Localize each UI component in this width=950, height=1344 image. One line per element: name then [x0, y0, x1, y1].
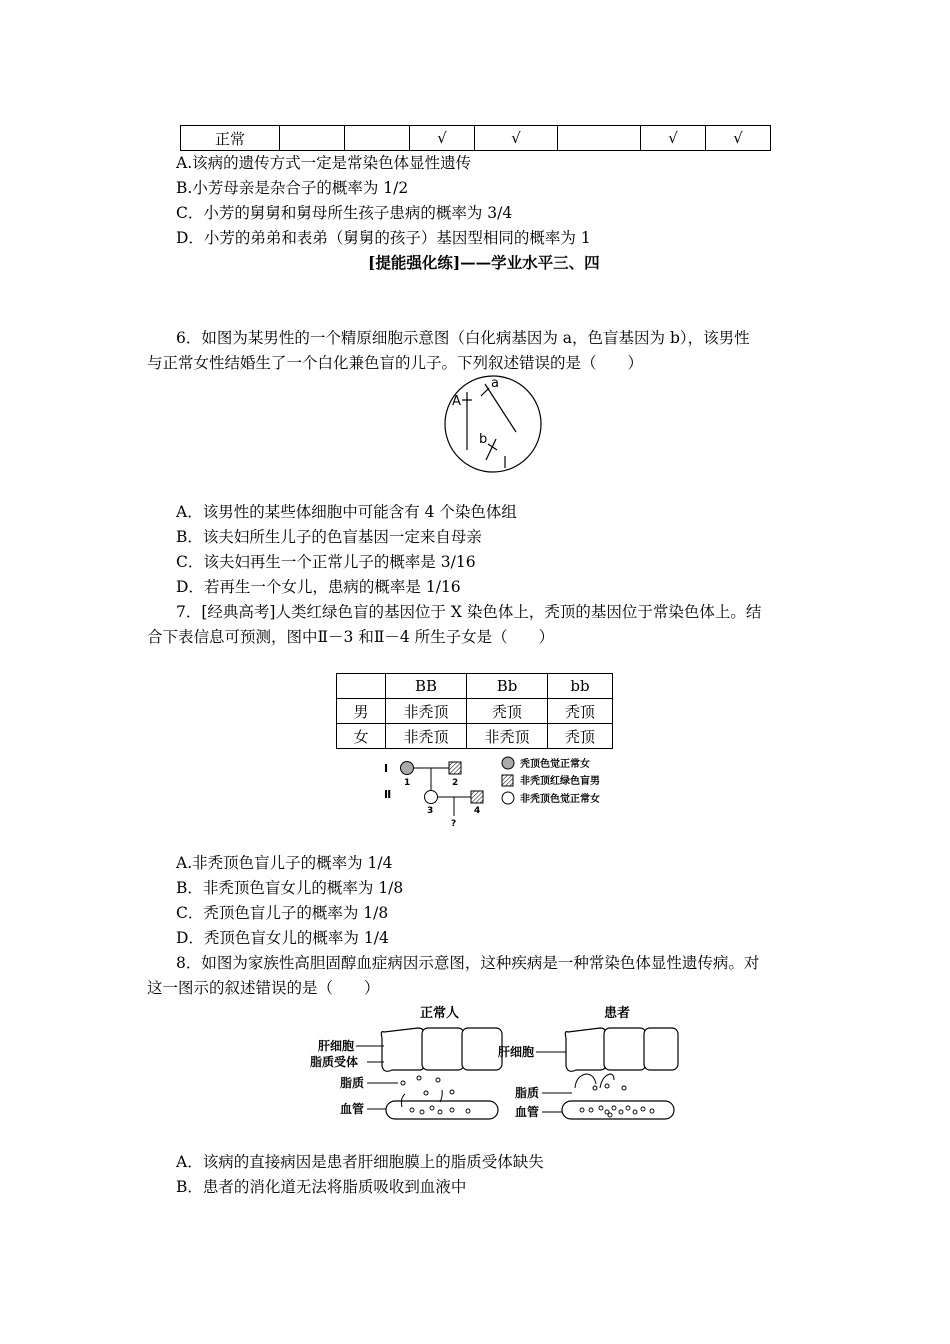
- q7-option-c: C．秃顶色盲儿子的概率为 1/8: [176, 904, 389, 922]
- table-cell: [280, 126, 345, 151]
- label-a: a: [491, 376, 499, 391]
- generation-label: Ⅱ: [384, 788, 392, 801]
- svg-text:脂质受体: 脂质受体: [310, 1055, 359, 1069]
- gene-marker: [488, 444, 497, 450]
- normal-liver-cells: [381, 1028, 502, 1071]
- individual-ii3: [425, 791, 438, 804]
- individual-i2: [449, 762, 461, 774]
- svg-text:4: 4: [474, 806, 481, 816]
- table-cell: [345, 126, 410, 151]
- chromosome: [486, 439, 496, 460]
- label-A: A: [452, 394, 461, 409]
- q7-stem-line1: 7．[经典高考]人类红绿色盲的基因位于 X 染色体上，秃顶的基因位于常染色体上。结: [176, 603, 762, 621]
- q5-option-b: B.小芳母亲是杂合子的概率为 1/2: [176, 179, 409, 197]
- q8-stem-line2: 这一图示的叙述错误的是（ ）: [147, 979, 380, 997]
- table-cell: 秃顶: [548, 699, 613, 724]
- q7-option-b: B．非秃顶色盲女儿的概率为 1/8: [176, 879, 404, 897]
- baldness-table: [336, 673, 613, 749]
- table-header: BB: [386, 674, 467, 699]
- row-label: 正常: [181, 126, 280, 151]
- generation-label: Ⅰ: [384, 762, 389, 775]
- table-row: [181, 126, 771, 151]
- label-b: b: [479, 432, 488, 447]
- svg-text:脂质: 脂质: [515, 1086, 540, 1100]
- table-row: [337, 699, 613, 724]
- table-cell: 女: [337, 724, 386, 749]
- top-table: [180, 125, 771, 151]
- patient-title: 患者: [604, 1006, 631, 1021]
- table-cell: [558, 126, 641, 151]
- q6-option-b: B．该夫妇所生儿子的色盲基因一定来自母亲: [176, 528, 482, 546]
- chromosome: [485, 384, 516, 432]
- q7-option-a: A.非秃顶色盲儿子的概率为 1/4: [176, 854, 393, 872]
- section-title: [提能强化练]——学业水平三、四: [368, 253, 600, 272]
- svg-text:血管: 血管: [515, 1105, 540, 1119]
- gene-marker: [481, 388, 489, 396]
- svg-text:肝细胞: 肝细胞: [318, 1039, 355, 1053]
- q6-stem-line1: 6．如图为某男性的一个精原细胞示意图（白化病基因为 a，色盲基因为 b），该男性: [176, 329, 750, 347]
- svg-text:血管: 血管: [340, 1102, 365, 1116]
- table-cell: 秃顶: [548, 724, 613, 749]
- table-header: bb: [548, 674, 613, 699]
- q5-option-a: A.该病的遗传方式一定是常染色体显性遗传: [176, 154, 472, 172]
- q6-stem-line2: 与正常女性结婚生了一个白化兼色盲的儿子。下列叙述错误的是（ ）: [147, 354, 644, 372]
- q6-option-d: D．若再生一个女儿，患病的概率是 1/16: [176, 578, 461, 596]
- patient-vessel: [562, 1101, 674, 1119]
- svg-text:脂质: 脂质: [340, 1076, 365, 1090]
- q8-option-a: A．该病的直接病因是患者肝细胞膜上的脂质受体缺失: [176, 1153, 544, 1171]
- table-row: [337, 674, 613, 699]
- q5-option-c: C．小芳的舅舅和舅母所生孩子患病的概率为 3/4: [176, 204, 513, 222]
- q6-option-a: A．该男性的某些体细胞中可能含有 4 个染色体组: [176, 503, 517, 521]
- legend-item: 非秃顶色觉正常女: [520, 794, 600, 805]
- svg-text:2: 2: [452, 778, 459, 788]
- table-cell: 非秃顶: [386, 724, 467, 749]
- svg-text:肝细胞: 肝细胞: [498, 1045, 535, 1059]
- patient-liver-cells: [565, 1028, 678, 1071]
- q7-stem-line2: 合下表信息可预测，图中Ⅱ－3 和Ⅱ－4 所生子女是（ ）: [147, 628, 555, 646]
- q5-option-d: D．小芳的弟弟和表弟（舅舅的孩子）基因型相同的概率为 1: [176, 229, 591, 247]
- normal-vessel: [386, 1101, 498, 1119]
- legend-symbol: [502, 757, 514, 769]
- table-cell: √: [641, 126, 706, 151]
- table-cell: 非秃顶: [386, 699, 467, 724]
- spermatogonium-figure: [440, 372, 550, 478]
- table-header: [337, 674, 386, 699]
- table-cell: √: [475, 126, 558, 151]
- hypercholesterolemia-figure: [310, 1000, 680, 1128]
- table-cell: √: [410, 126, 475, 151]
- legend-item: 非秃顶红绿色盲男: [520, 776, 600, 787]
- svg-text:?: ?: [451, 819, 457, 828]
- table-cell: 男: [337, 699, 386, 724]
- table-header: Bb: [467, 674, 548, 699]
- table-cell: 秃顶: [467, 699, 548, 724]
- pedigree-figure: [380, 754, 620, 828]
- q8-stem-line1: 8．如图为家族性高胆固醇血症病因示意图，这种疾病是一种常染色体显性遗传病。对: [176, 954, 760, 972]
- q7-option-d: D．秃顶色盲女儿的概率为 1/4: [176, 929, 389, 947]
- normal-title: 正常人: [420, 1006, 460, 1021]
- svg-text:3: 3: [427, 806, 434, 816]
- legend-symbol: [502, 775, 513, 786]
- q8-option-b: B．患者的消化道无法将脂质吸收到血液中: [176, 1178, 467, 1196]
- individual-ii4: [471, 791, 483, 803]
- table-cell: 非秃顶: [467, 724, 548, 749]
- svg-text:1: 1: [404, 778, 411, 788]
- legend-symbol: [502, 792, 514, 804]
- individual-i1: [401, 762, 414, 775]
- q6-option-c: C．该夫妇再生一个正常儿子的概率是 3/16: [176, 553, 476, 571]
- table-row: [337, 724, 613, 749]
- table-cell: √: [706, 126, 771, 151]
- legend-item: 秃顶色觉正常女: [520, 759, 590, 770]
